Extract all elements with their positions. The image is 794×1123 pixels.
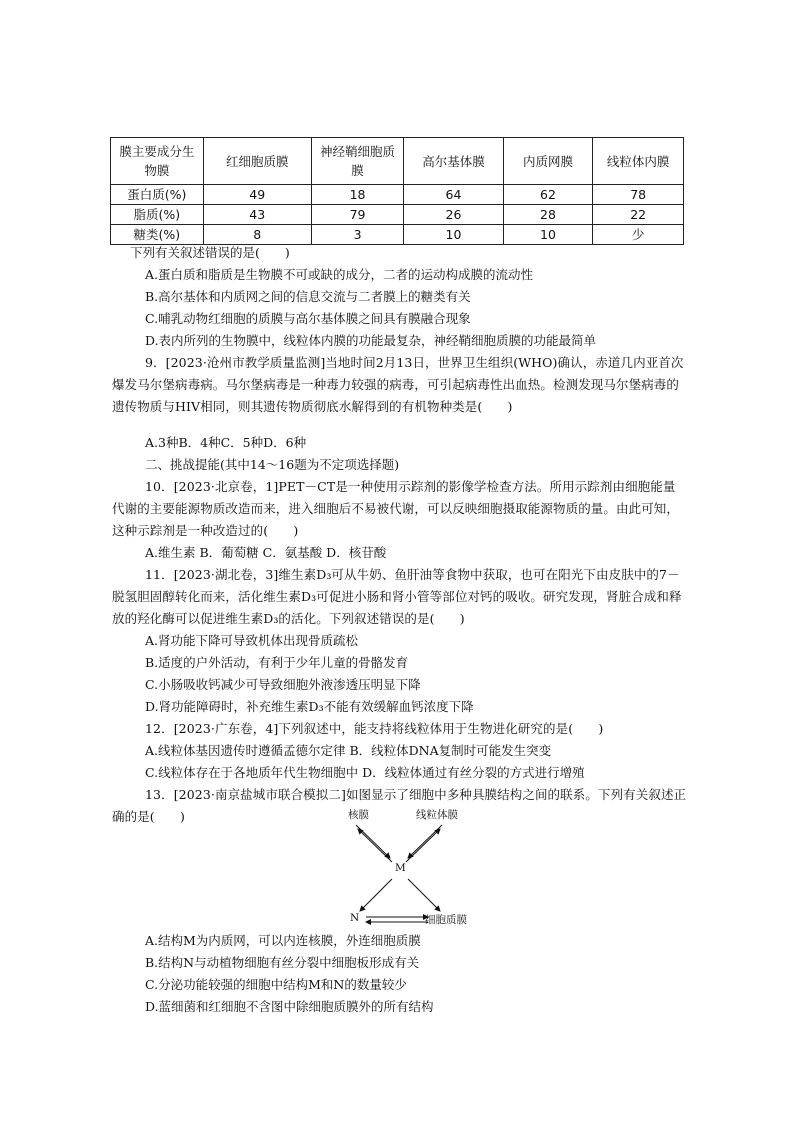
label-nuclear-membrane: 核膜 [348,809,369,821]
table-cell: 22 [593,205,684,225]
table-cell: 49 [203,185,311,205]
table-cell: 18 [311,185,404,205]
q11-option-a: A.肾功能下降可导致机体出现骨质疏松 [145,633,359,648]
q10-text: 10．[2023·北京卷，1]PET－CT是一种使用示踪剂的影像学检查方法。所用示踪剂由细胞能量代谢的主要能源物质改造而来，进入细胞后不易被代谢，可以反映细胞摄取能源物质的量。由此可知，这种示踪剂是一种改造过的( ) [112,479,680,538]
table-cell: 64 [404,185,503,205]
label-structure-n: N [350,912,360,924]
q10-options: A.维生素 B．葡萄糖 C．氨基酸 D．核苷酸 [145,545,387,560]
q11-option-c: C.小肠吸收钙减少可导致细胞外液渗透压明显下降 [145,677,421,692]
table-cell: 26 [404,205,503,225]
membrane-relationship-diagram [330,803,480,933]
q12-options-line-1: A.线粒体基因遗传时遵循孟德尔定律 B．线粒体DNA复制时可能发生突变 [145,743,552,758]
table-cell: 10 [404,225,503,245]
table-cell: 43 [203,205,311,225]
arrow-m-to-plasma [408,879,440,911]
q13-option-b: B.结构N与动植物细胞有丝分裂中细胞板形成有关 [145,955,420,970]
table-cell: 79 [311,205,404,225]
label-structure-m: M [395,862,406,874]
table-header-cell: 膜主要成分生物膜 [111,138,204,185]
q12-options-line-2: C.线粒体存在于各地质年代生物细胞中 D．线粒体通过有丝分裂的方式进行增殖 [145,765,585,780]
table-header-cell: 红细胞质膜 [203,138,311,185]
table-cell: 脂质(%) [111,205,204,225]
table-cell: 糖类(%) [111,225,204,245]
table-header-cell: 内质网膜 [503,138,593,185]
arrow-m-to-n [360,879,392,911]
table-cell: 62 [503,185,593,205]
label-mitochondrial-membrane: 线粒体膜 [416,809,458,821]
membrane-composition-table [110,137,684,245]
q13-option-c: C.分泌功能较强的细胞中结构M和N的数量较少 [145,977,407,992]
table-header-row [111,138,684,185]
q11-option-d: D.肾功能障碍时，补充维生素D₃不能有效缓解血钙浓度下降 [145,699,474,714]
table-row [111,185,684,205]
table-cell: 少 [593,225,684,245]
q13-option-d: D.蓝细菌和红细胞不含图中除细胞质膜外的所有结构 [145,999,434,1014]
q12-text: 12．[2023·广东卷，4]下列叙述中，能支持将线粒体用于生物进化研究的是( ) [145,721,604,736]
table-cell: 3 [311,225,404,245]
table-row [111,205,684,225]
table-header-cell: 高尔基体膜 [404,138,503,185]
arrow-nuclear-to-m [356,825,390,858]
q11-text: 11．[2023·湖北卷，3]维生素D₃可从牛奶、鱼肝油等食物中获取，也可在阳光下由皮肤中的7－脱氢胆固醇转化而来，活化维生素D₃可促进小肠和肾小管等部位对钙的吸收。研究发现，肾脏合成和释放的羟化酶可以促进维生素D₃的活化。下列叙述错误的是( ) [112,567,682,626]
label-plasma-membrane: 细胞质膜 [425,914,467,926]
table-cell: 78 [593,185,684,205]
q8-option-a: A.蛋白质和脂质是生物膜不可或缺的成分，二者的运动构成膜的流动性 [145,267,534,282]
q11-option-b: B.适度的户外活动，有利于少年儿童的骨骼发育 [145,655,409,670]
q8-option-b: B.高尔基体和内质网之间的信息交流与二者膜上的糖类有关 [145,289,471,304]
table-header-cell: 线粒体内膜 [593,138,684,185]
q8-option-c: C.哺乳动物红细胞的质膜与高尔基体膜之间具有膜融合现象 [145,311,471,326]
q8-option-d: D.表内所列的生物膜中，线粒体内膜的功能最复杂，神经鞘细胞质膜的功能最简单 [145,333,597,348]
q13-option-a: A.结构M为内质网，可以内连核膜，外连细胞质膜 [145,933,421,948]
q9-options: A.3种B．4种C．5种D．6种 [145,435,307,450]
table-cell: 10 [503,225,593,245]
arrow-m-to-nuclear [358,829,392,862]
arrow-m-to-mito [406,829,440,862]
table-cell: 28 [503,205,593,225]
table-cell: 8 [203,225,311,245]
table-cell: 蛋白质(%) [111,185,204,205]
q9-text: 9．[2023·沧州市教学质量监测]当地时间2月13日，世界卫生组织(WHO)确认，赤道几内亚首次爆发马尔堡病毒病。马尔堡病毒是一种毒力较强的病毒，可引起病毒性出血热。检测发现马尔堡病毒的遗传物质与HIV相同，则其遗传物质彻底水解得到的有机物种类是( ) [112,355,684,414]
q8-stem: 下列有关叙述错误的是( ) [130,245,290,260]
table-header-cell: 神经鞘细胞质膜 [311,138,404,185]
section-heading: 二、挑战提能(其中14～16题为不定项选择题) [145,457,400,472]
q13-text: 13．[2023·南京盐城市联合模拟二]如图显示了细胞中多种具膜结构之间的联系。下列有关叙述正确的是( ) [112,787,687,824]
arrow-mito-to-m [408,825,442,858]
